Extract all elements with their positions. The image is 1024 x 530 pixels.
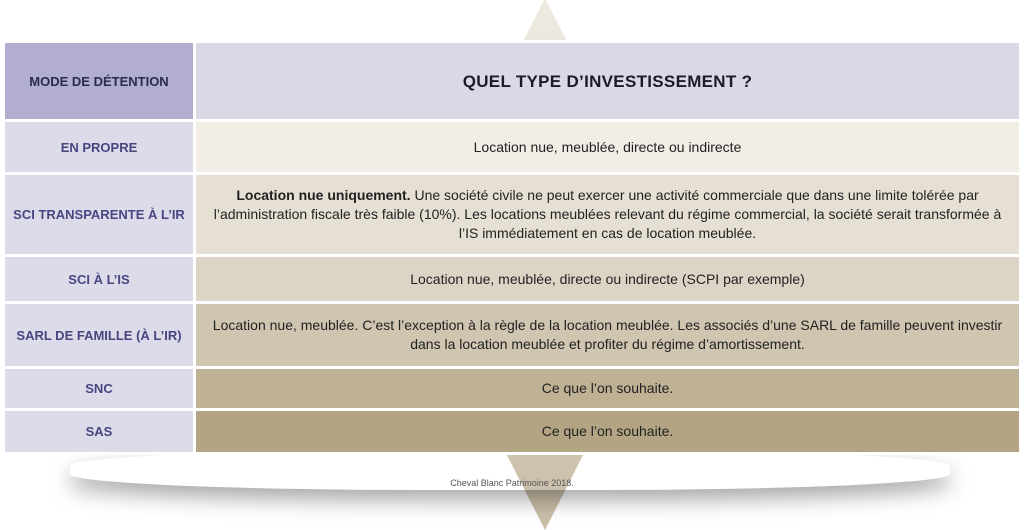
type-cell-text: Location nue, meublée, directe ou indirecte (SCPI par exemple): [410, 270, 805, 287]
type-cell-text: Location nue, meublée. C’est l’exception à la règle de la location meublée. Les associés d’une SARL de famille peuvent investir dans la location meublée et profiter du régime d’amortissement.: [212, 317, 1003, 352]
table-header-row: [4, 42, 1021, 121]
type-cell: [195, 121, 1021, 174]
mode-cell: SAS: [4, 410, 195, 454]
type-cell-text: Une société civile ne peut exercer une activité commerciale que dans une limite tolérée par l’administration fiscale très faible (10%). Les locations meublées relevant du régime commercial, la société serait transformée à l’IS immédiatement en cas de location meublée.: [213, 187, 1002, 241]
header-mode: MODE DE DÉTENTION: [4, 42, 195, 121]
table-row: [4, 174, 1021, 256]
type-cell: [195, 410, 1021, 454]
mode-cell: SCI TRANSPARENTE À L’IR: [4, 174, 195, 256]
caption: Cheval Blanc Patrimoine 2018.: [450, 478, 574, 488]
mode-cell: EN PROPRE: [4, 121, 195, 174]
header-type: QUEL TYPE D’INVESTISSEMENT ?: [195, 42, 1021, 121]
type-cell-bold: Location nue uniquement.: [236, 187, 411, 203]
mode-cell: SNC: [4, 368, 195, 410]
type-cell-text: Ce que l’on souhaite.: [541, 423, 674, 439]
type-cell: [195, 174, 1021, 256]
type-cell: [195, 303, 1021, 368]
type-cell-text: Ce que l’on souhaite.: [541, 380, 674, 396]
type-cell-text: Location nue, meublée, directe ou indirecte: [473, 138, 742, 155]
table-row: [4, 256, 1021, 303]
table-row: [4, 121, 1021, 174]
table-row: [4, 368, 1021, 410]
mode-cell: SARL DE FAMILLE (À L’IR): [4, 303, 195, 368]
table-row: [4, 303, 1021, 368]
type-cell: [195, 368, 1021, 410]
investment-table: [2, 40, 1022, 455]
mode-cell: SCI À L’IS: [4, 256, 195, 303]
type-cell: [195, 256, 1021, 303]
table-row: [4, 410, 1021, 454]
